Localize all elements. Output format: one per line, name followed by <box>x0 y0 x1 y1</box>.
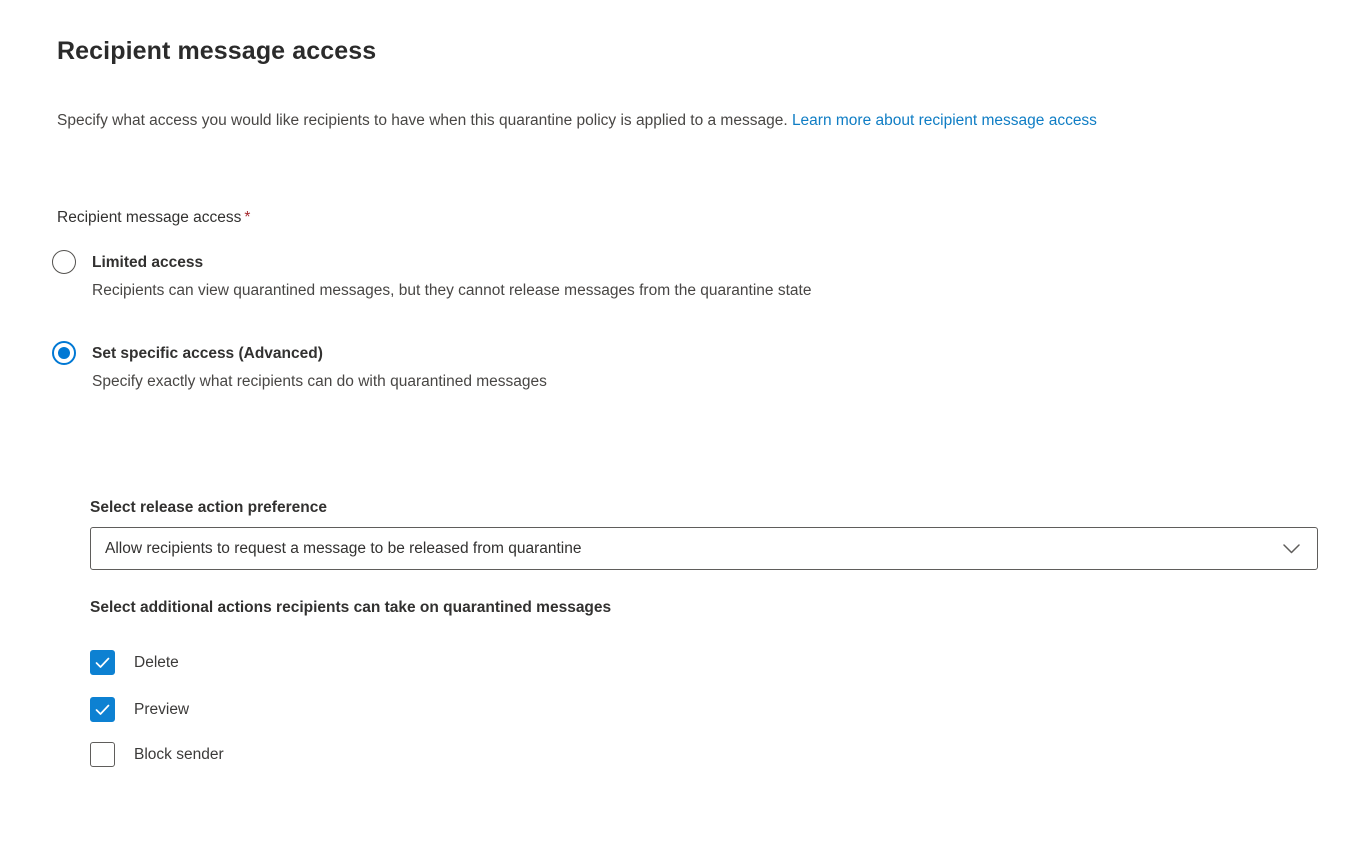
learn-more-link[interactable]: Learn more about recipient message access <box>791 112 1097 129</box>
delete-checkbox-label: Delete <box>134 653 179 671</box>
block-sender-checkbox[interactable] <box>90 742 115 767</box>
chevron-down-icon <box>1283 544 1300 554</box>
radio-option-texts <box>92 249 811 303</box>
radio-limited-access-description: Recipients can view quarantined messages, but they cannot release messages from the quarantine state <box>92 282 812 299</box>
checkmark-icon <box>95 657 110 669</box>
radio-option-texts <box>92 340 547 394</box>
checkbox-row-preview[interactable] <box>90 697 1318 722</box>
radio-limited-access-icon[interactable] <box>52 250 76 274</box>
block-sender-checkbox-label: Block sender <box>134 745 224 763</box>
page-title: Recipient message access <box>57 37 377 65</box>
radio-dot <box>58 347 70 359</box>
radio-set-specific-access-icon[interactable] <box>52 341 76 365</box>
radio-option-limited-access[interactable] <box>57 249 1318 303</box>
access-field-label-text: Recipient message access <box>57 209 242 226</box>
checkbox-row-delete[interactable] <box>90 650 1318 675</box>
advanced-access-section <box>90 497 1318 767</box>
checkbox-row-block-sender[interactable] <box>90 742 1318 767</box>
page-description-text: Specify what access you would like recipients to have when this quarantine policy is applied to a message. <box>57 112 792 129</box>
checkmark-icon <box>95 704 110 716</box>
access-field-label <box>57 207 1318 228</box>
release-action-dropdown[interactable] <box>90 527 1318 570</box>
preview-checkbox[interactable] <box>90 697 115 722</box>
radio-option-set-specific-access[interactable] <box>57 340 1318 394</box>
additional-actions-label: Select additional actions recipients can take on quarantined messages <box>90 599 612 616</box>
radio-set-specific-access-description: Specify exactly what recipients can do with quarantined messages <box>92 373 547 390</box>
release-action-label: Select release action preference <box>90 499 327 516</box>
preview-checkbox-label: Preview <box>134 700 190 718</box>
radio-set-specific-access-label: Set specific access (Advanced) <box>92 345 323 362</box>
radio-dot <box>58 256 70 268</box>
delete-checkbox[interactable] <box>90 650 115 675</box>
required-asterisk: * <box>244 209 251 226</box>
radio-limited-access-label: Limited access <box>92 254 204 271</box>
page-description <box>57 107 1318 135</box>
release-action-selected-value: Allow recipients to request a message to be released from quarantine <box>105 539 582 557</box>
